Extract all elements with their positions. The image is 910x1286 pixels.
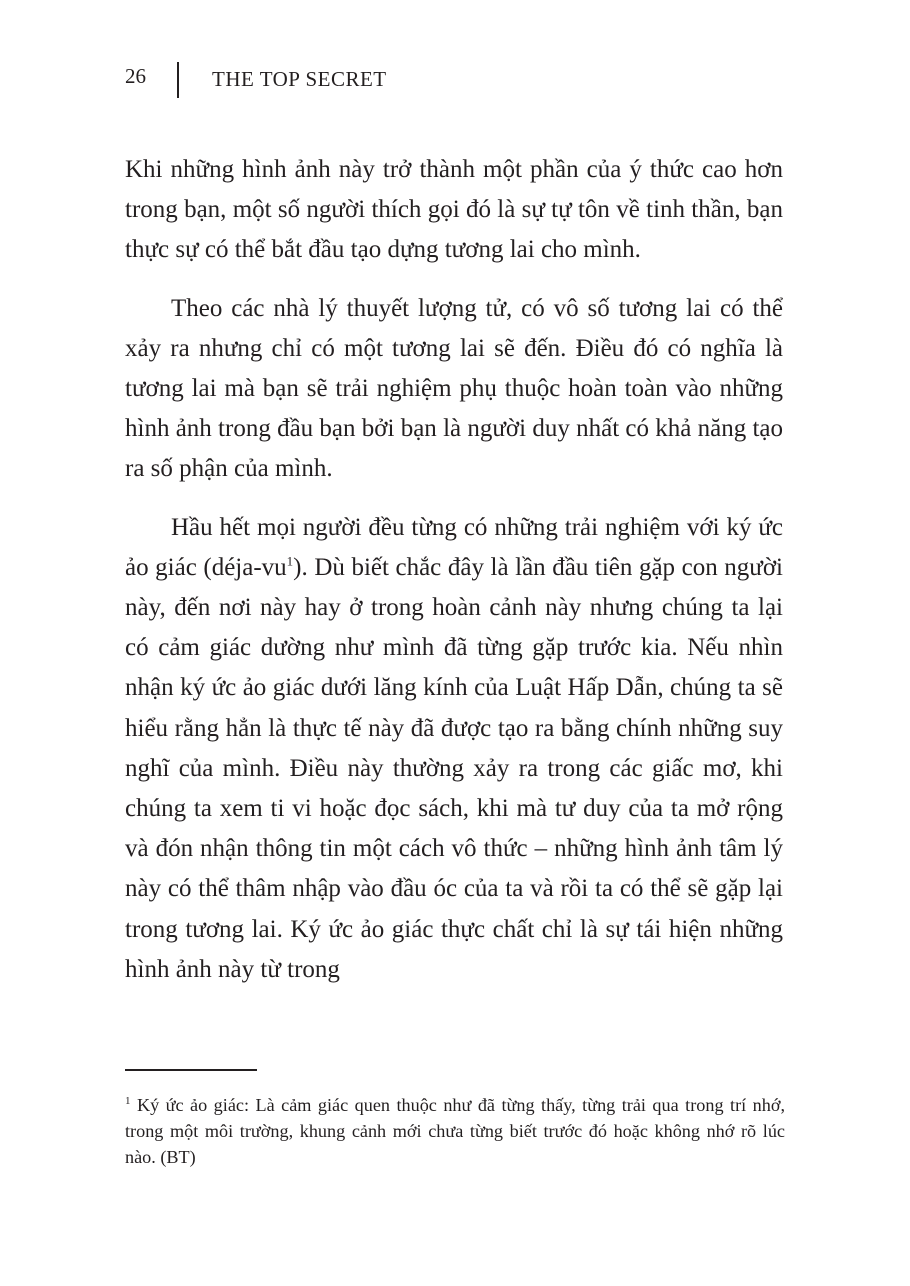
- body-text: [125, 150, 783, 1008]
- footnote-marker: 1: [125, 1094, 131, 1107]
- page-number: 26: [125, 64, 146, 88]
- footnote-separator: [125, 1069, 257, 1071]
- paragraph-3-text-end: ). Dù biết chắc đây là lần đầu tiên gặp con người này, đến nơi này hay ở trong hoàn cảnh này nhưng chúng ta lại có cảm giác dường như mình đã từng gặp trước kia. Nếu nhìn nhận ký ức ảo giác dưới lăng kính của Luật Hấp Dẫn, chúng ta sẽ hiểu rằng hẳn là thực tế này đã được tạo ra bằng chính những suy nghĩ của mình. Điều này thường xảy ra trong các giấc mơ, khi chúng ta xem ti vi hoặc đọc sách, khi mà tư duy của ta mở rộng và đón nhận thông tin một cách vô thức – những hình ảnh tâm lý này có thể thâm nhập vào đầu óc của ta và rồi ta có thể sẽ gặp lại trong tương lai. Ký ức ảo giác thực chất chỉ là sự tái hiện những hình ảnh này từ trong: [125, 553, 784, 983]
- running-title: THE TOP SECRET: [212, 67, 387, 91]
- paragraph-1: Khi những hình ảnh này trở thành một phần của ý thức cao hơn trong bạn, một số người thích gọi đó là sự tự tôn về tinh thần, bạn thực sự có thể bắt đầu tạo dựng tương lai cho mình.: [125, 156, 783, 264]
- paragraph-3-text-start: Hầu hết mọi người đều từng có những trải nghiệm với ký ức ảo giác (déja-vu: [125, 513, 783, 581]
- footnote-reference[interactable]: 1: [286, 553, 294, 569]
- paragraph-2: Theo các nhà lý thuyết lượng tử, có vô số tương lai có thể xảy ra nhưng chỉ có một tương lai sẽ đến. Điều đó có nghĩa là tương lai mà bạn sẽ trải nghiệm phụ thuộc hoàn toàn vào những hình ảnh trong đầu bạn bởi bạn là người duy nhất có khả năng tạo ra số phận của mình.: [125, 294, 783, 483]
- footnote-text: Ký ức ảo giác: Là cảm giác quen thuộc như đã từng thấy, từng trải qua trong trí nhớ, trong một môi trường, khung cảnh mới chưa từng biết trước đó hoặc không nhớ rõ lúc nào. (BT): [125, 1095, 785, 1167]
- paragraph-3: [125, 508, 783, 990]
- footnote: [125, 1092, 785, 1170]
- running-header: [125, 62, 387, 100]
- header-divider: [177, 62, 179, 98]
